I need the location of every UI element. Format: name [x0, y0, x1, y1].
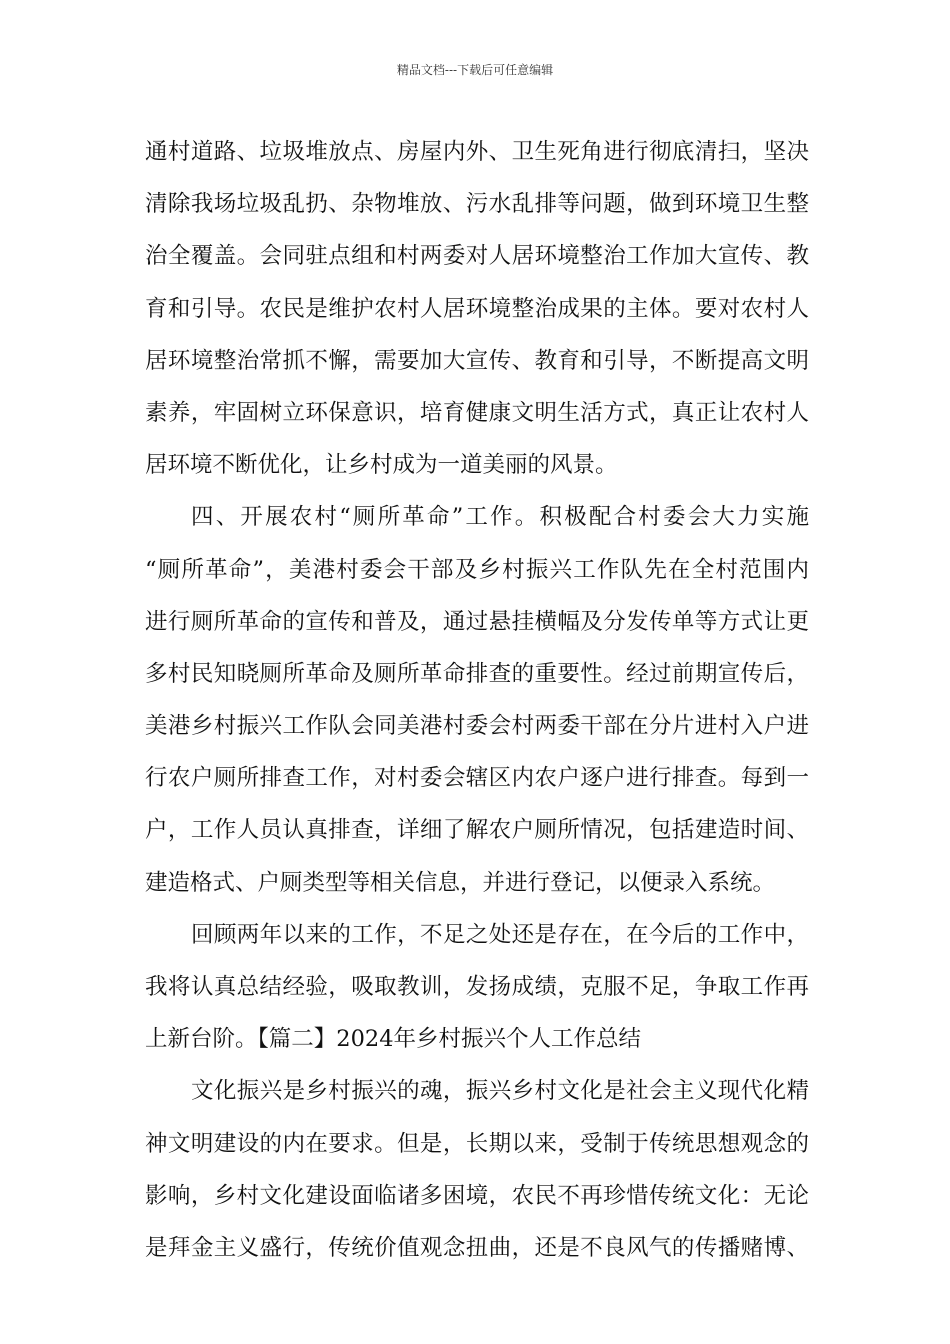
- text-line: 清除我场垃圾乱扔、杂物堆放、污水乱排等问题，做到环境卫生整: [145, 191, 809, 218]
- text-line: 上新台阶。【篇二】2024年乡村振兴个人工作总结: [145, 1026, 642, 1053]
- text-line: 回顾两年以来的工作，不足之处还是存在，在今后的工作中，: [191, 921, 809, 948]
- text-line: 居环境整治常抓不懈，需要加大宣传、教育和引导，不断提高文明: [145, 347, 809, 374]
- text-line: 神文明建设的内在要求。但是，长期以来，受制于传统思想观念的: [145, 1130, 809, 1157]
- text-line: 建造格式、户厕类型等相关信息，并进行登记，以便录入系统。: [145, 869, 776, 896]
- text-line: 行农户厕所排查工作，对村委会辖区内农户逐户进行排查。每到一: [145, 765, 809, 792]
- text-line: 影响，乡村文化建设面临诸多困境，农民不再珍惜传统文化：无论: [145, 1182, 809, 1209]
- text-line: 居环境不断优化，让乡村成为一道美丽的风景。: [145, 452, 618, 479]
- text-line: 素养，牢固树立环保意识，培育健康文明生活方式，真正让农村人: [145, 399, 809, 426]
- text-line: 通村道路、垃圾堆放点、房屋内外、卫生死角进行彻底清扫，坚决: [145, 139, 809, 165]
- text-line: 我将认真总结经验，吸取教训，发扬成绩，克服不足，争取工作再: [145, 974, 809, 1000]
- text-line: 美港乡村振兴工作队会同美港村委会村两委干部在分片进村入户进: [145, 713, 809, 740]
- text-line: 进行厕所革命的宣传和普及，通过悬挂横幅及分发传单等方式让更: [145, 608, 809, 635]
- document-body: [145, 126, 809, 1274]
- text-line: “厕所革命”，美港村委会干部及乡村振兴工作队先在全村范围内: [145, 556, 809, 583]
- text-line: 是拜金主义盛行，传统价值观念扭曲，还是不良风气的传播赌博、: [145, 1234, 809, 1261]
- text-line: 育和引导。农民是维护农村人居环境整治成果的主体。要对农村人: [145, 295, 809, 322]
- text-line: 多村民知晓厕所革命及厕所革命排查的重要性。经过前期宣传后，: [145, 660, 809, 687]
- text-line: 四、开展农村“厕所革命”工作。积极配合村委会大力实施: [191, 504, 809, 531]
- page-header: 精品文档---下载后可任意编辑: [396, 63, 554, 77]
- text-line: 户，工作人员认真排查，详细了解农户厕所情况，包括建造时间、: [145, 817, 809, 844]
- text-line: 治全覆盖。会同驻点组和村两委对人居环境整治工作加大宣传、教: [145, 243, 809, 270]
- text-line: 文化振兴是乡村振兴的魂，振兴乡村文化是社会主义现代化精: [191, 1078, 809, 1105]
